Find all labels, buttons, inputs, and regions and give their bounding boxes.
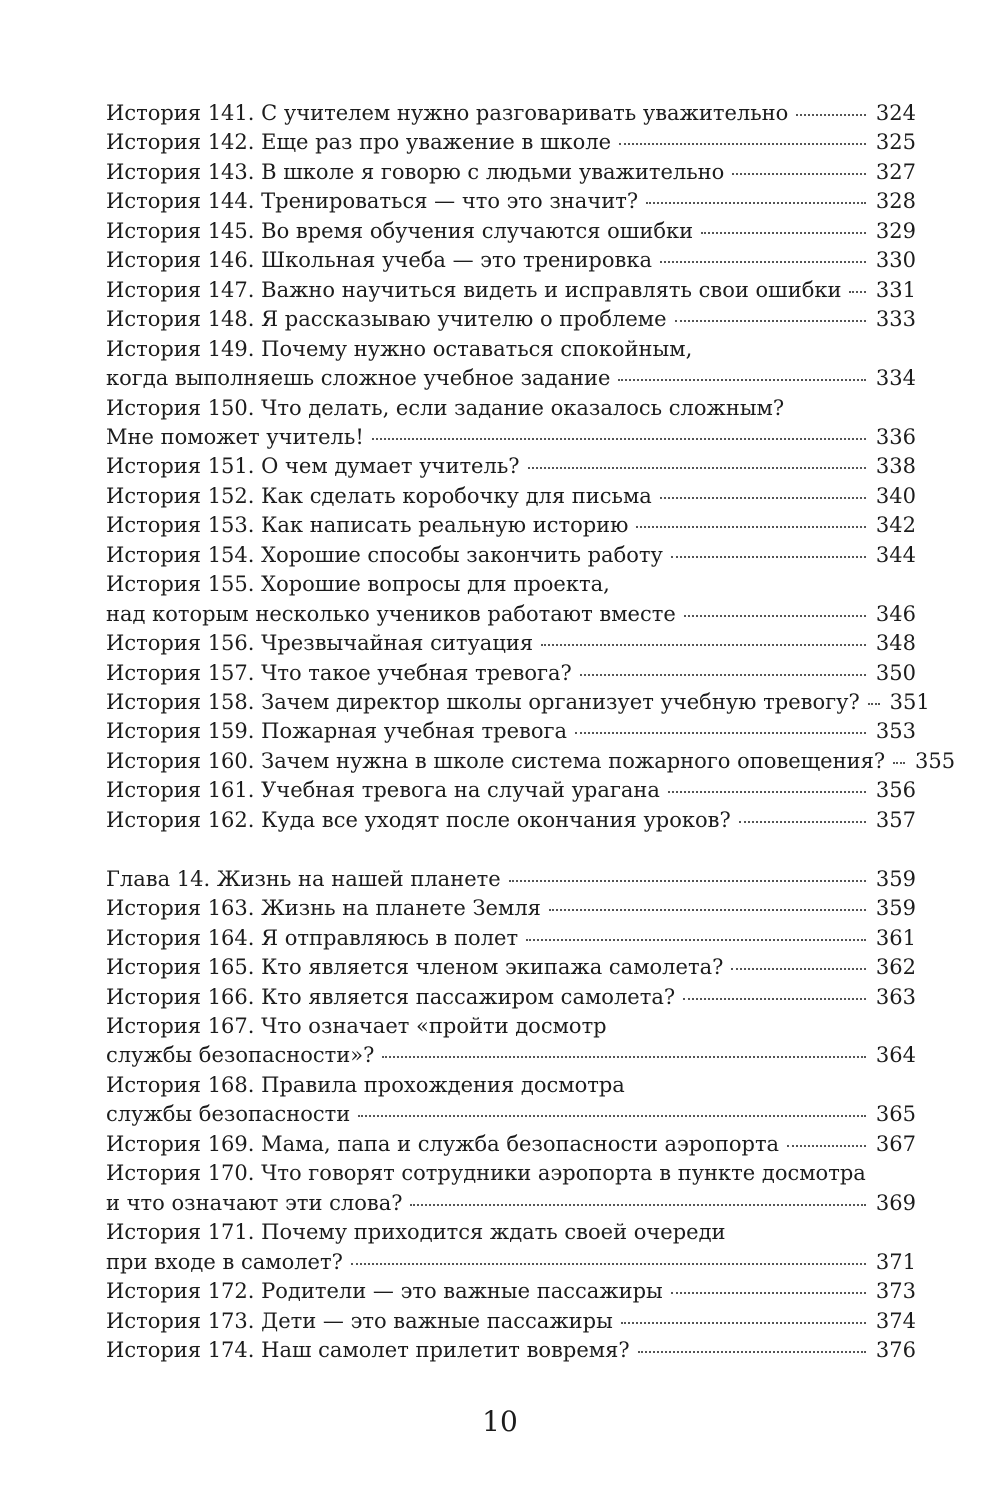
toc-entry-page: 371 xyxy=(875,1250,916,1274)
toc-entry xyxy=(106,983,916,1012)
toc-entry-title: История 172. Родители — это важные пассажиры xyxy=(106,1279,663,1303)
toc-entry-title: Мне поможет учитель! xyxy=(106,425,364,449)
toc-entry-title: История 141. С учителем нужно разговаривать уважительно xyxy=(106,101,789,125)
toc-entry xyxy=(106,1189,916,1218)
toc-entry-title: История 152. Как сделать коробочку для письма xyxy=(106,484,652,508)
toc-entry-title: История 155. Хорошие вопросы для проекта, xyxy=(106,572,610,596)
toc-entry-page: 359 xyxy=(875,896,916,920)
toc-entry-continued xyxy=(106,1012,916,1041)
toc-entry xyxy=(106,158,916,187)
toc-entry-title: История 156. Чрезвычайная ситуация xyxy=(106,631,534,655)
toc-entry xyxy=(106,99,916,128)
dot-leader xyxy=(541,643,866,646)
dot-leader xyxy=(575,731,866,734)
toc-entry xyxy=(106,452,916,481)
dot-leader xyxy=(358,1114,866,1117)
dot-leader xyxy=(868,702,880,705)
toc-entry-title: службы безопасности xyxy=(106,1102,351,1126)
toc-entry xyxy=(106,128,916,157)
toc-entry xyxy=(106,629,916,658)
toc-entry-title: История 158. Зачем директор школы организует учебную тревогу? xyxy=(106,690,860,714)
toc-entry-continued xyxy=(106,394,916,423)
dot-leader xyxy=(668,790,866,793)
toc-entry-title: История 166. Кто является пассажиром самолета? xyxy=(106,985,676,1009)
dot-leader xyxy=(787,1144,866,1147)
dot-leader xyxy=(526,938,866,941)
dot-leader xyxy=(739,820,866,823)
dot-leader xyxy=(675,319,866,322)
dot-leader xyxy=(619,142,866,145)
toc-entry-page: 364 xyxy=(875,1043,916,1067)
toc-entry-title: История 150. Что делать, если задание оказалось сложным? xyxy=(106,396,785,420)
dot-leader xyxy=(372,437,866,440)
toc-entry-page: 363 xyxy=(875,985,916,1009)
toc-entry-continued xyxy=(106,570,916,599)
dot-leader xyxy=(410,1203,866,1206)
toc-entry-continued xyxy=(106,1071,916,1100)
toc-entry-page: 330 xyxy=(875,248,916,272)
toc-entry-page: 336 xyxy=(875,425,916,449)
toc-entry-title: и что означают эти слова? xyxy=(106,1191,403,1215)
toc-entry-title: История 165. Кто является членом экипажа самолета? xyxy=(106,955,724,979)
dot-leader xyxy=(549,908,866,911)
dot-leader xyxy=(660,496,866,499)
toc-entry-page: 350 xyxy=(875,661,916,685)
toc-entry-page: 356 xyxy=(875,778,916,802)
toc-entry xyxy=(106,1336,916,1365)
dot-leader xyxy=(671,555,866,558)
toc-entry xyxy=(106,953,916,982)
toc-entry-title: когда выполняешь сложное учебное задание xyxy=(106,366,611,390)
toc-entry xyxy=(106,541,916,570)
toc-entry xyxy=(106,1130,916,1159)
toc-entry-title: службы безопасности»? xyxy=(106,1043,375,1067)
toc-entry-page: 361 xyxy=(875,926,916,950)
dot-leader xyxy=(701,231,866,234)
toc-entry xyxy=(106,1277,916,1306)
toc-entry xyxy=(106,305,916,334)
dot-leader xyxy=(580,673,866,676)
toc-entry-page: 374 xyxy=(875,1309,916,1333)
toc-entry-title: История 148. Я рассказываю учителю о проблеме xyxy=(106,307,667,331)
dot-leader xyxy=(636,525,866,528)
toc-entry-page: 355 xyxy=(915,749,956,773)
toc-entry-title: История 161. Учебная тревога на случай урагана xyxy=(106,778,660,802)
toc-entry-page: 359 xyxy=(875,867,916,891)
dot-leader xyxy=(528,466,866,469)
toc-entry-title: История 154. Хорошие способы закончить работу xyxy=(106,543,663,567)
toc-entry xyxy=(106,1248,916,1277)
toc-entry-title: История 169. Мама, папа и служба безопасности аэропорта xyxy=(106,1132,780,1156)
toc-entry-page: 327 xyxy=(875,160,916,184)
toc-entry xyxy=(106,217,916,246)
dot-leader xyxy=(732,172,866,175)
toc-entry-continued xyxy=(106,335,916,364)
toc-entry-continued xyxy=(106,1159,916,1188)
toc-entry-page: 351 xyxy=(889,690,930,714)
toc-entry-page: 362 xyxy=(875,955,916,979)
toc-entry-title: Глава 14. Жизнь на нашей планете xyxy=(106,867,501,891)
toc-entry-title: История 144. Тренироваться — что это значит? xyxy=(106,189,639,213)
toc-entry-title: История 147. Важно научиться видеть и исправлять свои ошибки xyxy=(106,278,842,302)
toc-entry xyxy=(106,1041,916,1070)
toc-entry-page: 365 xyxy=(875,1102,916,1126)
toc-entry-page: 353 xyxy=(875,719,916,743)
toc-entry-page: 357 xyxy=(875,808,916,832)
toc-entry-page: 329 xyxy=(875,219,916,243)
toc-entry-continued xyxy=(106,1218,916,1247)
toc-entry xyxy=(106,924,916,953)
dot-leader xyxy=(646,201,866,204)
toc-entry-title: История 143. В школе я говорю с людьми уважительно xyxy=(106,160,725,184)
dot-leader xyxy=(351,1262,866,1265)
toc-entry-page: 325 xyxy=(875,130,916,154)
toc-entry-title: История 162. Куда все уходят после окончания уроков? xyxy=(106,808,731,832)
toc-entry-page: 342 xyxy=(875,513,916,537)
toc-entry-title: История 157. Что такое учебная тревога? xyxy=(106,661,572,685)
toc-entry xyxy=(106,1100,916,1129)
toc-entry-page: 367 xyxy=(875,1132,916,1156)
dot-leader xyxy=(893,761,905,764)
toc-entry-title: История 163. Жизнь на планете Земля xyxy=(106,896,541,920)
toc-entry-title: История 167. Что означает «пройти досмотр xyxy=(106,1014,607,1038)
dot-leader xyxy=(671,1291,866,1294)
toc-entry xyxy=(106,717,916,746)
dot-leader xyxy=(849,290,866,293)
toc-entry xyxy=(106,482,916,511)
toc-entry-page: 346 xyxy=(875,602,916,626)
dot-leader xyxy=(618,378,866,381)
toc-entry-title: История 170. Что говорят сотрудники аэропорта в пункте досмотра xyxy=(106,1161,866,1185)
dot-leader xyxy=(638,1350,866,1353)
toc-entry-title: История 153. Как написать реальную историю xyxy=(106,513,629,537)
toc-entry xyxy=(106,1307,916,1336)
dot-leader xyxy=(731,967,866,970)
toc-entry xyxy=(106,747,956,776)
toc-entry xyxy=(106,511,916,540)
toc-entry-title: История 164. Я отправляюсь в полет xyxy=(106,926,519,950)
toc-entry xyxy=(106,423,916,452)
toc-entry-page: 340 xyxy=(875,484,916,508)
toc-entry xyxy=(106,865,916,894)
toc-entry-page: 331 xyxy=(875,278,916,302)
dot-leader xyxy=(621,1321,866,1324)
toc-entry-title: История 149. Почему нужно оставаться спокойным, xyxy=(106,337,693,361)
toc-entry-page: 333 xyxy=(875,307,916,331)
toc-entry xyxy=(106,246,916,275)
toc-entry-page: 376 xyxy=(875,1338,916,1362)
toc-entry-title: История 173. Дети — это важные пассажиры xyxy=(106,1309,613,1333)
toc-entry-page: 334 xyxy=(875,366,916,390)
toc-entry-title: История 145. Во время обучения случаются ошибки xyxy=(106,219,694,243)
dot-leader xyxy=(660,260,866,263)
toc-entry-title: над которым несколько учеников работают вместе xyxy=(106,602,676,626)
toc-entry-title: при входе в самолет? xyxy=(106,1250,343,1274)
toc-entry-page: 348 xyxy=(875,631,916,655)
toc-entry-page: 324 xyxy=(875,101,916,125)
toc-entry-title: История 159. Пожарная учебная тревога xyxy=(106,719,568,743)
toc-entry xyxy=(106,894,916,923)
toc-entry xyxy=(106,806,916,835)
toc-entry xyxy=(106,688,930,717)
toc-entry xyxy=(106,364,916,393)
dot-leader xyxy=(684,614,866,617)
toc-entry xyxy=(106,276,916,305)
toc-entry xyxy=(106,659,916,688)
toc-entry-page: 369 xyxy=(875,1191,916,1215)
toc-entry-title: История 168. Правила прохождения досмотра xyxy=(106,1073,625,1097)
toc-entry-page: 338 xyxy=(875,454,916,478)
toc-entry-title: История 171. Почему приходится ждать своей очереди xyxy=(106,1220,726,1244)
toc-entry-page: 344 xyxy=(875,543,916,567)
toc-entry-title: История 146. Школьная учеба — это тренировка xyxy=(106,248,652,272)
toc-entry-title: История 160. Зачем нужна в школе система пожарного оповещения? xyxy=(106,749,886,773)
toc-entry-title: История 142. Еще раз про уважение в школе xyxy=(106,130,612,154)
dot-leader xyxy=(382,1055,866,1058)
page-number: 10 xyxy=(482,1405,518,1438)
toc-entry-page: 328 xyxy=(875,189,916,213)
toc-entry-title: История 174. Наш самолет прилетит вовремя? xyxy=(106,1338,630,1362)
toc-entry-title: История 151. О чем думает учитель? xyxy=(106,454,520,478)
toc-entry xyxy=(106,776,916,805)
toc-entry xyxy=(106,187,916,216)
dot-leader xyxy=(796,113,866,116)
toc-entry xyxy=(106,600,916,629)
toc-entry-page: 373 xyxy=(875,1279,916,1303)
dot-leader xyxy=(683,997,866,1000)
dot-leader xyxy=(509,879,866,882)
